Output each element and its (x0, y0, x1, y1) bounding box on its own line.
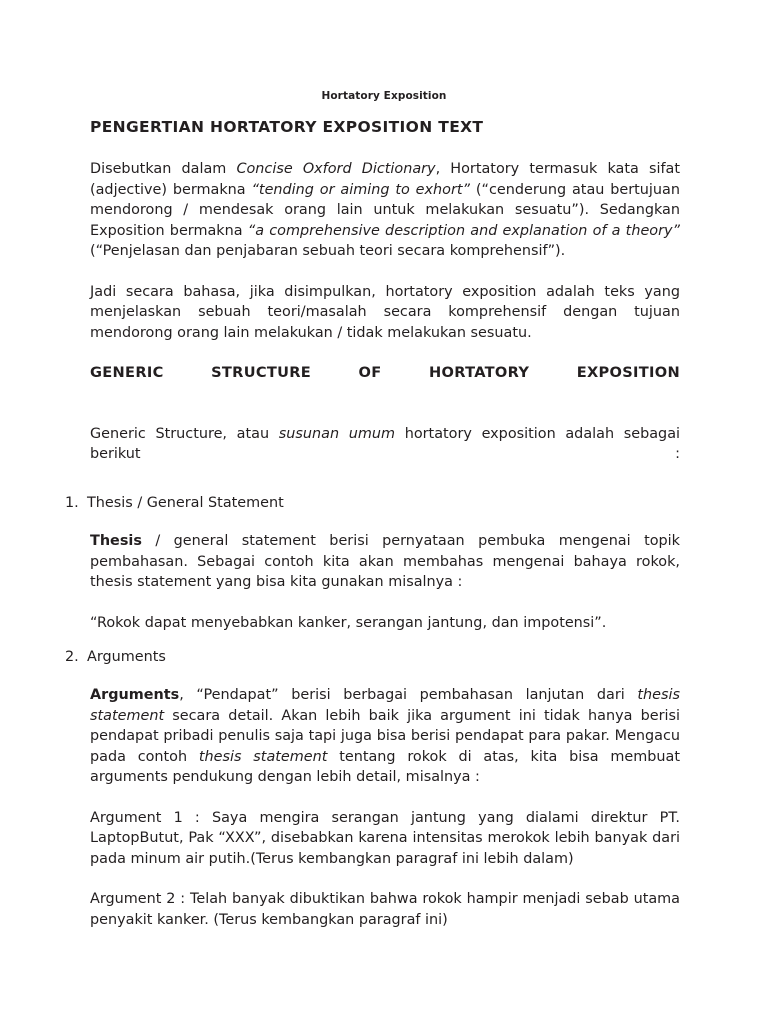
paragraph-argument-1: Argument 1 : Saya mengira serangan jantung yang dialami direktur PT. LaptopButut, Pak “XXX”, disebabkan karena intensitas merokok lebih banyak dari pada minum air putih.(Terus kembangkan paragraf ini lebih dalam) (90, 809, 680, 867)
list-marker: 1. (65, 494, 79, 511)
list-item-heading-arguments (65, 647, 655, 667)
generic-structure-list (65, 493, 680, 930)
arguments-italic-thesis-statement-2: thesis statement (198, 748, 328, 765)
arguments-bold-label: Arguments (90, 687, 180, 704)
definition-text-2: , Hortatory termasuk kata sifat (adjective) bermakna (90, 161, 680, 198)
definition-text-4: (“Penjelasan dan penjabaran sebuah teori secara komprehensif”). (90, 243, 566, 260)
definition-text-1: Disebutkan dalam (90, 161, 237, 178)
page-title: PENGERTIAN HORTATORY EXPOSITION TEXT (90, 118, 484, 136)
generic-intro-colon: : (675, 446, 680, 463)
paragraph-arguments-explanation (90, 685, 680, 787)
definition-italic-exhort: “tending or aiming to exhort” (251, 181, 470, 198)
paragraph-thesis-explanation (90, 531, 680, 592)
paragraph-argument-2: Argument 2 : Telah banyak dibuktikan bahwa rokok hampir menjadi sebab utama penyakit kanker. (Terus kembangkan paragraf ini) (90, 891, 680, 928)
list-item-label: Thesis / General Statement (87, 494, 284, 511)
list-marker: 2. (65, 649, 79, 666)
thesis-explanation-text: / general statement berisi pernyataan pembuka mengenai topik pembahasan. Sebagai contoh kita akan membahas mengenai bahaya rokok, thesis statement yang bisa kita gunakan misalnya : (90, 533, 680, 591)
section-heading-generic-structure: GENERIC STRUCTURE OF HORTATORY EXPOSITION (90, 364, 680, 381)
arguments-text-2: secara detail. Akan lebih baik jika argument ini tidak hanya berisi pendapat pribadi penulis saja tapi juga bisa berisi pendapat para pakar. Mengacu pada contoh (90, 707, 680, 765)
document-body (65, 118, 681, 944)
arguments-text-1: , “Pendapat” berisi berbagai pembahasan lanjutan dari (179, 687, 638, 704)
running-header: Hortatory Exposition (321, 90, 447, 102)
list-item (65, 493, 680, 633)
list-item (65, 647, 680, 930)
paragraph-conclusion: Jadi secara bahasa, jika disimpulkan, hortatory exposition adalah teks yang menjelaskan sebuah teori/masalah secara komprehensif dengan tujuan mendorong orang lain melakukan / tidak melakukan sesuatu. (90, 283, 680, 341)
generic-intro-text-2: hortatory exposition adalah sebagai berikut (90, 425, 681, 463)
paragraph-definition (90, 159, 680, 261)
arguments-italic-thesis-statement-1: thesis statement (90, 687, 680, 724)
definition-italic-dictionary: Concise Oxford Dictionary (236, 161, 436, 178)
thesis-bold-label: Thesis (90, 533, 142, 550)
generic-intro-italic: susunan umum (278, 425, 396, 442)
arguments-text-3: tentang rokok di atas, kita bisa membuat arguments pendukung dengan lebih detail, misalnya : (90, 748, 680, 786)
spacer (90, 485, 680, 493)
list-item-label: Arguments (87, 649, 166, 666)
definition-italic-theory: “a comprehensive description and explanation of a theory” (247, 222, 680, 239)
paragraph-generic-structure-intro (90, 424, 680, 465)
list-item-heading-thesis (65, 493, 655, 513)
definition-text-3: (“cenderung atau bertujuan mendorong / mendesak orang lain untuk melakukan sesuatu”). Sedangkan Exposition bermakna (90, 181, 680, 239)
generic-intro-text-1: Generic Structure, atau (90, 425, 279, 442)
paragraph-thesis-example: “Rokok dapat menyebabkan kanker, serangan jantung, dan impotensi”. (90, 614, 607, 631)
